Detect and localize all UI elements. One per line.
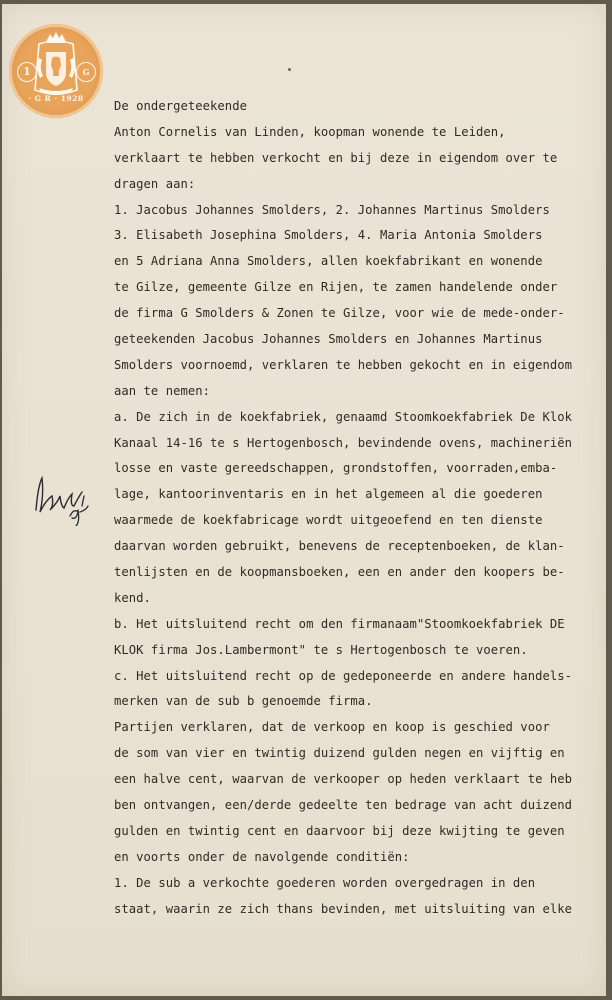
text-line: dragen aan: — [114, 176, 196, 191]
text-line: 1. Jacobus Johannes Smolders, 2. Johannes Martinus Smolders — [114, 202, 550, 217]
text-line: 1. De sub a verkochte goederen worden overgedragen in den — [114, 875, 536, 890]
text-line: aan te nemen: — [114, 383, 211, 398]
text-line: de som van vier en twintig duizend gulden negen en vijftig en — [114, 746, 565, 761]
stamp-value: 1 — [17, 62, 37, 82]
text-line: kend. — [114, 590, 151, 605]
text-line: verklaart te hebben verkocht en bij deze in eigendom over te — [114, 150, 558, 165]
text-line: te Gilze, gemeente Gilze en Rijen, te zamen handelende onder — [114, 280, 558, 295]
stamp-year: · G R · 1928 — [28, 94, 84, 103]
text-line: Smolders voornoemd, verklaren te hebben gekocht en in eigendom — [114, 357, 573, 372]
text-line: geteekenden Jacobus Johannes Smolders en Johannes Martinus — [114, 332, 543, 347]
text-line: losse en vaste gereedschappen, grondstoffen, voorraden,emba- — [114, 461, 558, 476]
text-line: staat, waarin ze zich thans bevinden, met uitsluiting van elke — [114, 901, 573, 916]
text-line: en 5 Adriana Anna Smolders, allen koekfabrikant en wonende — [114, 254, 543, 269]
text-line: KLOK firma Jos.Lambermont" te s Hertogenbosch te voeren. — [114, 642, 528, 657]
text-line: een halve cent, waarvan de verkooper op heden verklaart te heb — [114, 772, 573, 787]
text-line: Anton Cornelis van Linden, koopman wonende te Leiden, — [114, 124, 506, 139]
text-line: 3. Elisabeth Josephina Smolders, 4. Maria Antonia Smolders — [114, 228, 543, 243]
handwritten-margin-note — [30, 466, 110, 526]
text-line: en voorts onder de navolgende conditiën: — [114, 849, 410, 864]
text-line: c. Het uitsluitend recht op de gedeponeerde en andere handels- — [114, 668, 573, 683]
revenue-stamp — [9, 24, 103, 118]
text-line: Kanaal 14-16 te s Hertogenbosch, bevindende ovens, machineriën — [114, 435, 573, 450]
text-line: b. Het uitsluitend recht om den firmanaam"Stoomkoekfabriek DE — [114, 616, 565, 631]
text-line: daarvan worden gebruikt, benevens de receptenboeken, de klan- — [114, 539, 565, 554]
text-line: de firma G Smolders & Zonen te Gilze, voor wie de mede-onder- — [114, 306, 565, 321]
text-line: waarmede de koekfabricage wordt uitgeoefend en ten dienste — [114, 513, 543, 528]
text-line: ben ontvangen, een/derde gedeelte ten bedrage van acht duizend — [114, 798, 573, 813]
text-line: Partijen verklaren, dat de verkoop en koop is geschied voor — [114, 720, 550, 735]
text-line: gulden en twintig cent en daarvoor bij deze kwijting te geven — [114, 823, 565, 838]
text-line: lage, kantoorinventaris en in het algemeen al die goederen — [114, 487, 543, 502]
text-line: tenlijsten en de koopmansboeken, een en ander den koopers be- — [114, 565, 565, 580]
ink-dot — [288, 68, 291, 71]
document-page — [2, 4, 606, 996]
document-text — [114, 94, 602, 923]
text-line: merken van de sub b genoemde firma. — [114, 694, 373, 709]
text-line: De ondergeteekende — [114, 99, 247, 113]
stamp-currency: G — [76, 62, 96, 82]
text-line: a. De zich in de koekfabriek, genaamd Stoomkoekfabriek De Klok — [114, 409, 573, 424]
